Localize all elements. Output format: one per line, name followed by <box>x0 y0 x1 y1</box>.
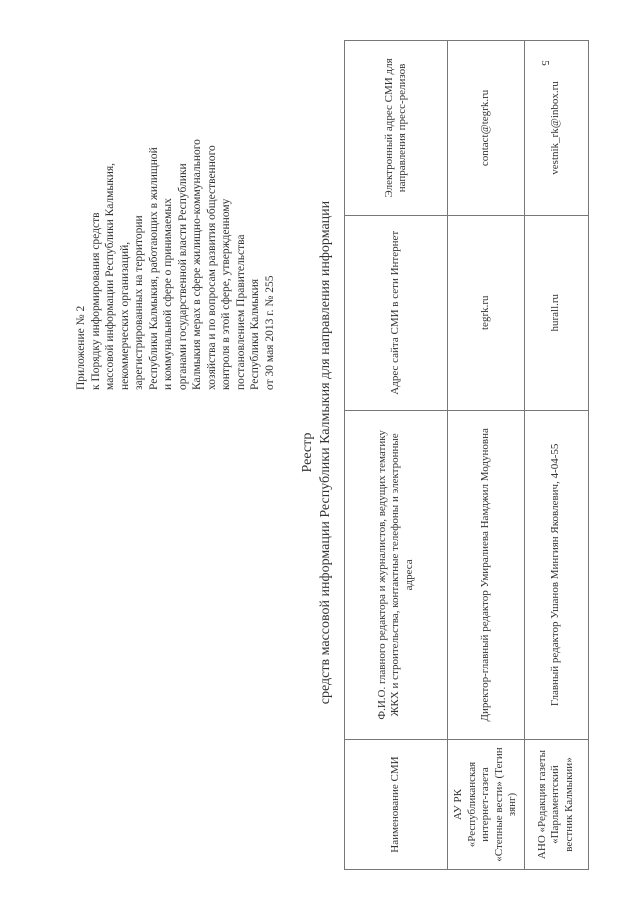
title-line-1: Реестр <box>300 432 315 473</box>
cell-media-name: АУ РК «Республиканская интернет-газета «Степные вести» (Тегин зянг) <box>448 740 525 870</box>
appendix-line: массовой информации Республики Калмыкия, <box>104 162 116 390</box>
cell-email: vestnik_rk@inbox.ru <box>524 41 588 216</box>
appendix-note <box>74 35 277 390</box>
cell-editor-contacts: Главный редактор Ушанов Мингиян Яковлевич, 4-04-55 <box>524 410 588 739</box>
header-website: Адрес сайта СМИ в сети Интернет <box>345 215 448 410</box>
appendix-line: к Порядку информирования средств <box>89 212 102 390</box>
table-header-row <box>345 41 448 870</box>
appendix-line: органами государственной власти Республики <box>176 163 189 390</box>
header-email: Электронный адрес СМИ для направления пресс-релизов <box>345 41 448 216</box>
appendix-line: Республики Калмыкия, работающих в жилищной <box>147 147 160 390</box>
title-line-2: средств массовой информации Республики Калмыкия для направления информации <box>318 200 333 705</box>
cell-media-name: АНО «Редакция газеты «Парламентский вестник Калмыкии» <box>524 740 588 870</box>
appendix-line: Республики Калмыкия <box>249 278 261 390</box>
appendix-line: от 30 мая 2013 г. № 255 <box>263 275 276 390</box>
appendix-line: некоммерческих организаций, <box>118 241 131 390</box>
appendix-line: зарегистрированных на территории <box>133 215 145 390</box>
appendix-line: Приложение № 2 <box>75 305 87 390</box>
cell-website: tegrk.ru <box>448 215 525 410</box>
appendix-line: контроля в этой сфере, утвержденному <box>220 198 232 390</box>
table-row <box>448 41 525 870</box>
header-media-name: Наименование СМИ <box>345 740 448 870</box>
media-registry-table <box>344 40 589 870</box>
cell-email: contact@tegrk.ru <box>448 41 525 216</box>
header-editor-contacts: Ф.И.О. главного редактора и журналистов, ведущих тематику ЖКХ и строительства, контактные телефоны и электронные адреса <box>345 410 448 739</box>
cell-website: hurall.ru <box>524 215 588 410</box>
appendix-line: постановлением Правительства <box>234 234 247 390</box>
cell-editor-contacts: Директор-главный редактор Умиралиева Намджил Модуновна <box>448 410 525 739</box>
appendix-line: и коммунальной сфере о принимаемых <box>162 198 174 390</box>
appendix-line: хозяйства и по вопросам развития общественного <box>205 145 218 390</box>
appendix-line: Калмыкия мерах в сфере жилищно-коммунального <box>191 139 203 390</box>
table-row <box>524 41 588 870</box>
page-number: 5 <box>538 60 551 66</box>
